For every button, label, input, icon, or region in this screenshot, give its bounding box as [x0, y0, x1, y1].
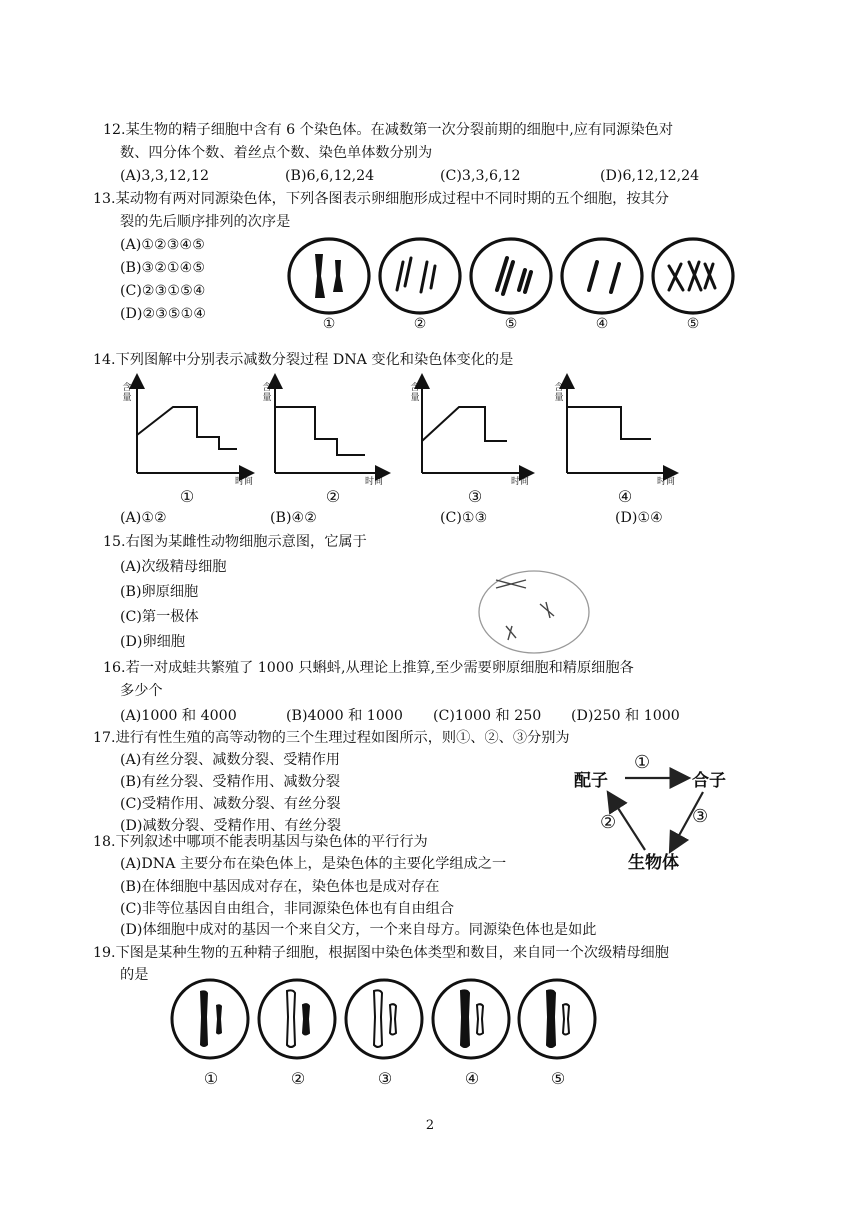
- q15-option-c: (C)第一极体: [120, 609, 199, 625]
- q12-stem-line1: 12.某生物的精子细胞中含有 6 个染色体。在减数第一次分裂前期的细胞中,应有同源染色对: [103, 122, 674, 138]
- q16-option-c: (C)1000 和 250: [433, 708, 542, 724]
- q13-stem-line1: 13.某动物有两对同源染色体，下列各图表示卵细胞形成过程中不同时期的五个细胞，按其分: [93, 191, 669, 207]
- q12-stem-line2: 数、四分体个数、着丝点个数、染色单体数分别为: [120, 145, 433, 161]
- q18-option-a: (A)DNA 主要分布在染色体上，是染色体的主要化学组成之一: [120, 856, 507, 872]
- q17-option-c: (C)受精作用、减数分裂、有丝分裂: [120, 796, 341, 812]
- q13-option-b: (B)③②①④⑤: [120, 260, 206, 276]
- q17-option-d: (D)减数分裂、受精作用、有丝分裂: [120, 818, 342, 834]
- q17-arrow-label-3: ③: [692, 806, 709, 827]
- q14-g3-x-label: 时间: [510, 477, 529, 487]
- q14-option-d: (D)①④: [615, 510, 663, 526]
- q17-node-gamete: 配子: [574, 771, 608, 791]
- q19-fig-label-5: ⑤: [550, 1069, 566, 1088]
- q15-cell-figure: [476, 568, 596, 658]
- q13-option-c: (C)②③①⑤④: [120, 283, 206, 299]
- q14-option-a: (A)①②: [120, 510, 167, 526]
- q14-g4-y-label: 含量: [554, 383, 564, 403]
- q17-node-zygote: 合子: [692, 771, 726, 791]
- q12-option-c: (C)3,3,6,12: [440, 168, 521, 184]
- q16-option-d: (D)250 和 1000: [571, 708, 680, 724]
- q17-arrow-label-1: ①: [634, 752, 651, 773]
- q13-option-a: (A)①②③④⑤: [120, 237, 205, 253]
- q14-graph-label-2: ②: [325, 487, 341, 506]
- q15-stem-line1: 15.右图为某雌性动物细胞示意图，它属于: [103, 534, 367, 550]
- q16-option-a: (A)1000 和 4000: [120, 708, 237, 724]
- q17-option-a: (A)有丝分裂、减数分裂、受精作用: [120, 752, 340, 768]
- q17-arrow-label-2: ②: [600, 812, 617, 833]
- q13-fig-label-3: ⑤: [504, 316, 518, 332]
- q13-option-d: (D)②③⑤①④: [120, 306, 207, 322]
- q19-stem-line1: 19.下图是某种生物的五种精子细胞，根据图中染色体类型和数目，来自同一个次级精母细胞: [93, 945, 669, 961]
- q14-option-b: (B)④②: [270, 510, 317, 526]
- q14-graph-label-3: ③: [467, 487, 483, 506]
- q17-node-organism: 生物体: [628, 853, 679, 873]
- q14-g2-x-label: 时间: [364, 477, 383, 487]
- q16-stem-line2: 多少个: [120, 683, 163, 699]
- q18-option-c: (C)非等位基因自由组合，非同源染色体也有自由组合: [120, 901, 455, 917]
- q14-graph-label-4: ④: [617, 487, 633, 506]
- q14-stem-line1: 14.下列图解中分别表示减数分裂过程 DNA 变化和染色体变化的是: [93, 352, 514, 368]
- q14-g4-x-label: 时间: [656, 477, 675, 487]
- page-number: 2: [425, 1118, 435, 1133]
- q18-option-d: (D)体细胞中成对的基因一个来自父方，一个来自母方。同源染色体也是如此: [120, 922, 597, 938]
- q13-fig-label-5: ⑤: [686, 316, 700, 332]
- q18-stem-line1: 18.下列叙述中哪项不能表明基因与染色体的平行行为: [93, 834, 428, 850]
- q13-fig-label-4: ④: [595, 316, 609, 332]
- q17-option-b: (B)有丝分裂、受精作用、减数分裂: [120, 774, 341, 790]
- q14-option-c: (C)①③: [440, 510, 488, 526]
- q19-fig-label-4: ④: [464, 1069, 480, 1088]
- q19-stem-line2: 的是: [120, 967, 149, 983]
- q17-stem-line1: 17.进行有性生殖的高等动物的三个生理过程如图所示，则①、②、③分别为: [93, 730, 570, 746]
- q15-option-a: (A)次级精母细胞: [120, 559, 227, 575]
- q19-fig-label-1: ①: [203, 1069, 219, 1088]
- q12-option-a: (A)3,3,12,12: [120, 168, 210, 184]
- q19-sperm-cells-figure: [168, 975, 608, 1065]
- q19-fig-label-3: ③: [377, 1069, 393, 1088]
- q19-fig-label-2: ②: [290, 1069, 306, 1088]
- q15-option-b: (B)卵原细胞: [120, 584, 199, 600]
- q13-fig-label-1: ①: [322, 316, 336, 332]
- q18-option-b: (B)在体细胞中基因成对存在，染色体也是成对存在: [120, 879, 440, 895]
- q16-option-b: (B)4000 和 1000: [286, 708, 403, 724]
- q16-stem-line1: 16.若一对成蛙共繁殖了 1000 只蝌蚪,从理论上推算,至少需要卵原细胞和精原细胞各: [103, 660, 634, 676]
- q13-fig-label-2: ②: [413, 316, 427, 332]
- q14-g3-y-label: 含量: [410, 383, 420, 403]
- q14-g1-y-label: 含量: [122, 383, 132, 403]
- q14-g2-y-label: 含量: [262, 383, 272, 403]
- q14-g1-x-label: 时间: [234, 477, 253, 487]
- q12-option-b: (B)6,6,12,24: [285, 168, 375, 184]
- q13-stem-line2: 裂的先后顺序排列的次序是: [120, 214, 291, 230]
- q12-option-d: (D)6,12,12,24: [600, 168, 700, 184]
- q15-option-d: (D)卵细胞: [120, 634, 186, 650]
- q14-graph-label-1: ①: [179, 487, 195, 506]
- q14-graphs: [115, 375, 685, 485]
